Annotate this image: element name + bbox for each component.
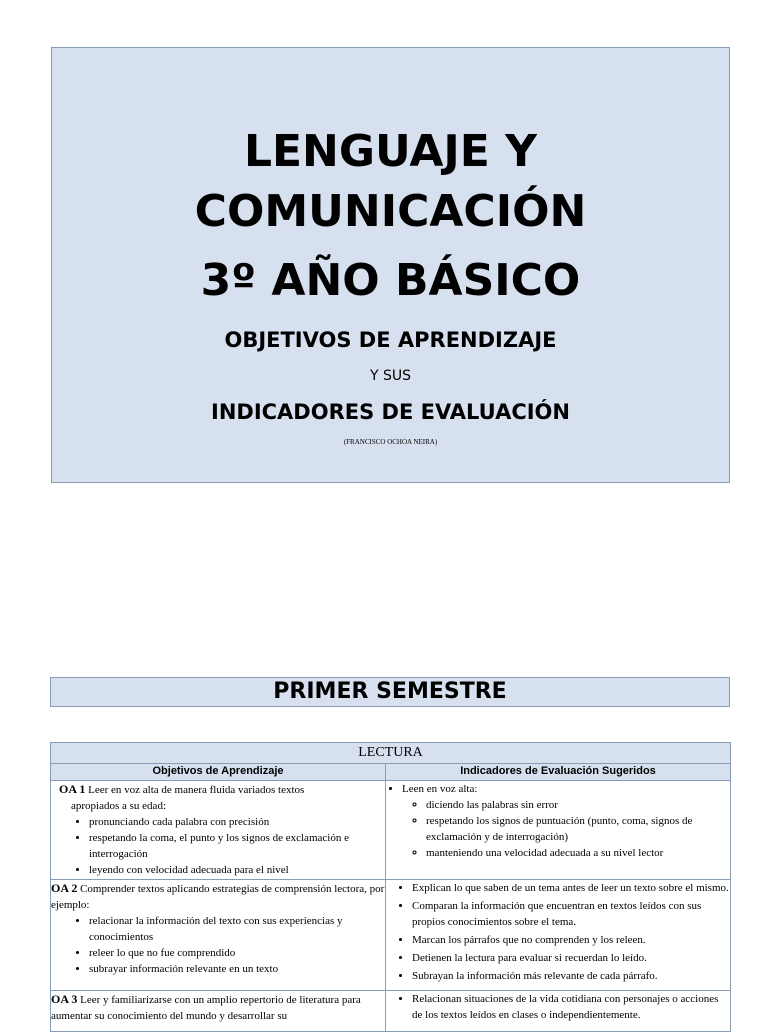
- indicator-list: [386, 880, 730, 984]
- column-header-objectives: Objetivos de Aprendizaje: [51, 764, 386, 781]
- list-item: ◦ manteniendo una velocidad adecuada a su nivel lector: [426, 845, 730, 861]
- cover-subtitle-indicators: INDICADORES DE EVALUACIÓN: [211, 400, 570, 424]
- indicator-sublist: [402, 797, 730, 861]
- objective-intro: [51, 991, 385, 1024]
- list-item: ◦ diciendo las palabras sin error: [426, 797, 730, 813]
- column-header-indicators: Indicadores de Evaluación Sugeridos: [386, 764, 731, 781]
- objective-text: Comprender textos aplicando estrategias de comprensión lectora, por ejemplo:: [51, 883, 385, 911]
- semester-heading: PRIMER SEMESTRE: [50, 677, 730, 707]
- objective-label: OA 3: [51, 992, 78, 1006]
- cover-author: (FRANCISCO OCHOA NEIRA): [343, 438, 438, 446]
- list-item: [402, 781, 730, 861]
- objective-list: [51, 913, 385, 977]
- objective-list: [51, 814, 385, 878]
- list-item: • Relacionan situaciones de la vida cotidiana con personajes o acciones de los textos leídos en clases o independientemente.: [412, 991, 730, 1023]
- indicator-cell: [386, 781, 731, 880]
- objective-cell: [51, 880, 386, 991]
- objective-cell: [51, 991, 386, 1032]
- list-item: ◦ respetando los signos de puntuación (punto, coma, signos de exclamación y de interrogación): [426, 813, 730, 845]
- objectives-table: [50, 742, 731, 1032]
- list-item: • leyendo con velocidad adecuada para el nivel: [89, 862, 385, 878]
- list-item: • releer lo que no fue comprendido: [89, 945, 385, 961]
- objective-intro: [51, 781, 385, 798]
- objective-text: Leer y familiarizarse con un amplio repertorio de literatura para aumentar su conocimiento del mundo y desarrollar su: [51, 994, 361, 1022]
- list-item: • Comparan la información que encuentran en textos leídos con sus propios conocimientos sobre el tema.: [412, 898, 730, 930]
- indicator-lead: Leen en voz alta:: [402, 783, 478, 795]
- list-item: • Subrayan la información más relevante de cada párrafo.: [412, 968, 730, 984]
- objective-cell: [51, 781, 386, 880]
- objective-label: OA 1: [59, 782, 86, 796]
- objective-label: OA 2: [51, 881, 78, 895]
- cover-connector: Y SUS: [369, 368, 412, 384]
- cover-title-line2: COMUNICACIÓN: [194, 186, 587, 237]
- cover-grade: 3º AÑO BÁSICO: [200, 255, 581, 306]
- list-item: • Detienen la lectura para evaluar si recuerdan lo leído.: [412, 950, 730, 966]
- list-item: • Explican lo que saben de un tema antes de leer un texto sobre el mismo.: [412, 880, 730, 896]
- table-row: [51, 991, 731, 1032]
- cover-subtitle-objectives: OBJETIVOS DE APRENDIZAJE: [224, 328, 557, 352]
- list-item: • respetando la coma, el punto y los signos de exclamación e interrogación: [89, 830, 385, 862]
- objective-intro: [51, 880, 385, 913]
- indicator-cell: [386, 991, 731, 1032]
- cover-title: [52, 122, 729, 242]
- section-heading: LECTURA: [51, 743, 731, 764]
- list-item: • relacionar la información del texto con sus experiencias y conocimientos: [89, 913, 385, 945]
- objective-text-continued: apropiados a su edad:: [71, 800, 166, 812]
- list-item: • pronunciando cada palabra con precisión: [89, 814, 385, 830]
- cover-box: [51, 47, 730, 483]
- table-row: [51, 880, 731, 991]
- list-item: • Marcan los párrafos que no comprenden y los releen.: [412, 932, 730, 948]
- table-row: [51, 781, 731, 880]
- list-item: • subrayar información relevante en un texto: [89, 961, 385, 977]
- objective-text: Leer en voz alta de manera fluida variados textos: [88, 784, 305, 796]
- indicator-cell: [386, 880, 731, 991]
- cover-title-line1: LENGUAJE Y: [243, 126, 538, 177]
- indicator-list: [386, 781, 730, 861]
- indicator-list: [386, 991, 730, 1023]
